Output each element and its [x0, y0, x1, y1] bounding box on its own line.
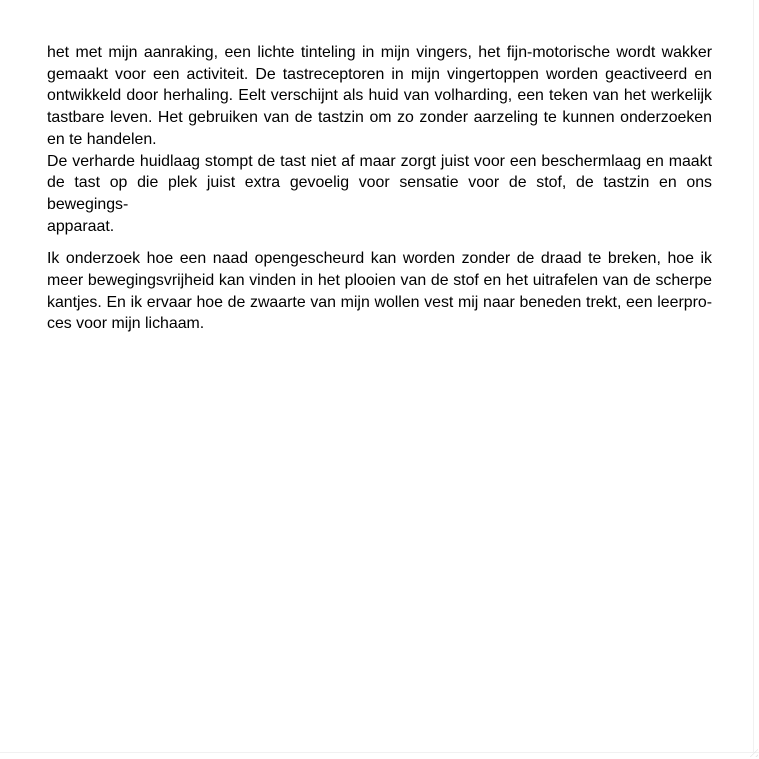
text-line: ontwikkeld door herhaling. Eelt verschijnt als huid van volharding, een teken van het werkelijk: [47, 87, 712, 105]
text-line: ces voor mijn lichaam.: [47, 315, 205, 333]
bottom-edge-line: [0, 752, 759, 753]
paragraph: [47, 42, 712, 151]
text-line: apparaat.: [47, 217, 115, 235]
text-line: en te handelen.: [47, 130, 157, 148]
text-line: tastbare leven. Het gebruiken van de tastzin om zo zonder aarzeling te kunnen onderzoeken: [47, 109, 712, 127]
text-line: de tast op die plek juist extra gevoelig voor sensatie voor de stof, de tastzin en ons bewegings-: [47, 174, 712, 213]
text-line: het met mijn aanraking, een lichte tinteling in mijn vingers, het fijn-motorische wordt wakker: [47, 44, 712, 61]
text-line: meer bewegingsvrijheid kan vinden in het plooien van de stof en het uitrafelen van de scherpe: [47, 272, 712, 290]
body-text: [47, 42, 712, 335]
text-line: Ik onderzoek hoe een naad opengescheurd kan worden zonder de draad te breken, hoe ik: [47, 250, 712, 268]
right-edge-line: [753, 0, 754, 752]
text-line: gemaakt voor een activiteit. De tastreceptoren in mijn vingertoppen worden geactiveerd en: [47, 65, 712, 83]
resize-grip-icon[interactable]: [746, 745, 758, 757]
paragraph: [47, 151, 712, 238]
paragraph: [47, 248, 712, 335]
text-line: De verharde huidlaag stompt de tast niet af maar zorgt juist voor een beschermlaag en maakt: [47, 152, 712, 170]
text-line: kantjes. En ik ervaar hoe de zwaarte van mijn wollen vest mij naar beneden trekt, een leerpro-: [47, 293, 712, 311]
